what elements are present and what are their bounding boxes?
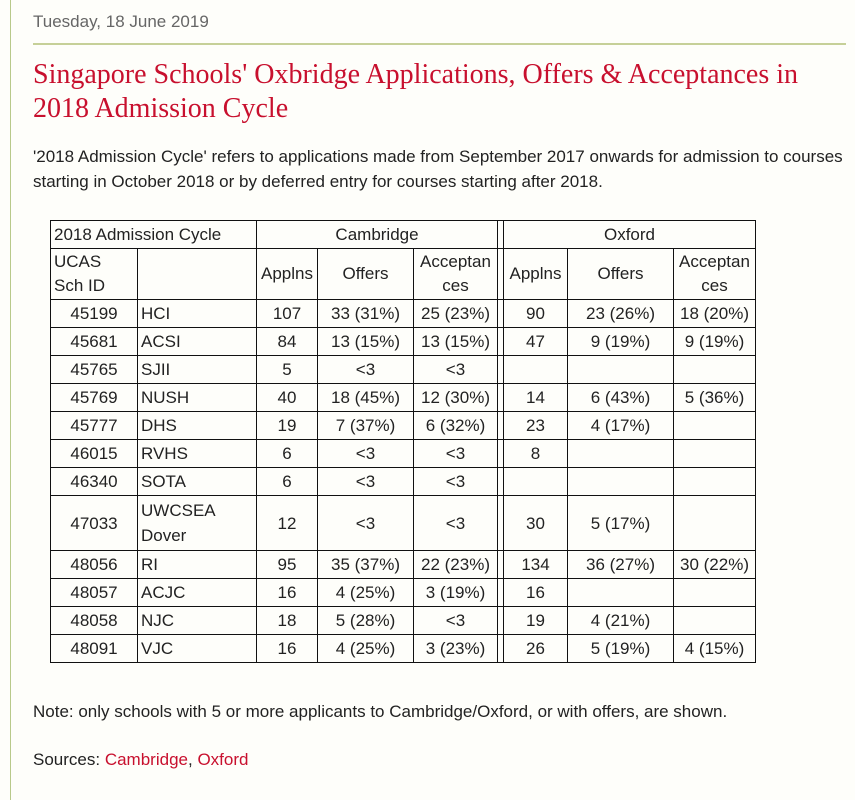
ox-applns: 90 [504,300,568,328]
cam-applns: 95 [257,551,318,579]
table-row [51,356,756,384]
ox-applns [504,468,568,496]
header-row-2 [51,249,756,300]
ox-accept-header [674,249,756,300]
ox-applns: 30 [504,496,568,551]
table-row [51,384,756,412]
school-header [138,249,257,300]
table-row [51,468,756,496]
ox-applns: 47 [504,328,568,356]
cam-accept: 3 (19%) [414,579,498,607]
school-name-line-2: Dover [141,526,187,545]
cam-applns: 84 [257,328,318,356]
cam-accept: <3 [414,468,498,496]
ox-applns: 26 [504,635,568,663]
admissions-table [50,220,756,663]
cam-accept-label-2: ces [442,276,469,295]
cam-applns: 5 [257,356,318,384]
ox-offers: 4 (21%) [568,607,674,635]
ox-applns: 14 [504,384,568,412]
school-name: HCI [138,300,257,328]
ox-accept [674,440,756,468]
school-name: RI [138,551,257,579]
cam-accept: <3 [414,607,498,635]
cam-applns: 19 [257,412,318,440]
school-name: VJC [138,635,257,663]
table-row [51,328,756,356]
ucas-id: 45681 [51,328,138,356]
cam-applns: 6 [257,440,318,468]
ox-accept [674,356,756,384]
ox-offers [568,440,674,468]
cam-offers: <3 [318,356,414,384]
cam-accept: 6 (32%) [414,412,498,440]
table-row [51,635,756,663]
cam-offers: 18 (45%) [318,384,414,412]
table-row [51,607,756,635]
school-name: SOTA [138,468,257,496]
cam-offers: <3 [318,468,414,496]
ox-offers-header: Offers [568,249,674,300]
table-row [51,579,756,607]
cam-offers: 4 (25%) [318,579,414,607]
cam-offers: 35 (37%) [318,551,414,579]
ox-accept [674,579,756,607]
cam-offers-header: Offers [318,249,414,300]
cam-offers: 5 (28%) [318,607,414,635]
oxford-source-link[interactable]: Oxford [197,750,249,769]
cam-offers: 33 (31%) [318,300,414,328]
cam-accept: <3 [414,440,498,468]
school-name: ACJC [138,579,257,607]
cam-applns: 16 [257,635,318,663]
ucas-id: 46015 [51,440,138,468]
table-row [51,412,756,440]
sch-id-label: Sch ID [54,276,106,295]
ox-offers [568,356,674,384]
ox-applns: 16 [504,579,568,607]
post-title[interactable]: Singapore Schools' Oxbridge Applications, Offers & Acceptances in 2018 Admission Cycle [33,59,799,124]
corner-header: 2018 Admission Cycle [51,221,257,249]
ox-accept: 4 (15%) [674,635,756,663]
school-name: ACSI [138,328,257,356]
ucas-id: 48058 [51,607,138,635]
ox-offers: 9 (19%) [568,328,674,356]
ucas-id: 46340 [51,468,138,496]
school-name [138,496,257,551]
cam-accept: <3 [414,496,498,551]
cam-accept: <3 [414,356,498,384]
cambridge-source-link[interactable]: Cambridge [104,750,188,769]
cam-offers: <3 [318,496,414,551]
ucas-header [51,249,138,300]
cam-accept: 3 (23%) [414,635,498,663]
school-name: SJII [138,356,257,384]
table-row [51,551,756,579]
cam-applns: 107 [257,300,318,328]
cam-applns: 16 [257,579,318,607]
cam-applns: 6 [257,468,318,496]
ox-accept [674,607,756,635]
table-row [51,300,756,328]
ucas-id: 47033 [51,496,138,551]
table-row [51,496,756,551]
cam-applns: 40 [257,384,318,412]
ox-offers: 5 (19%) [568,635,674,663]
ox-offers [568,468,674,496]
cam-accept: 13 (15%) [414,328,498,356]
ox-offers: 23 (26%) [568,300,674,328]
footnote: Note: only schools with 5 or more applicants to Cambridge/Oxford, or with offers, are shown. [33,702,728,721]
sources-separator: , [187,750,193,769]
cam-applns: 18 [257,607,318,635]
intro-paragraph: '2018 Admission Cycle' refers to applications made from September 2017 onwards for admission to courses starting in October 2018 or by deferred entry for courses starting after 2018. [33,147,843,191]
ox-offers: 36 (27%) [568,551,674,579]
ox-offers [568,579,674,607]
date-divider [33,43,846,45]
ox-offers: 4 (17%) [568,412,674,440]
ox-offers: 5 (17%) [568,496,674,551]
ucas-id: 48091 [51,635,138,663]
ox-applns: 134 [504,551,568,579]
cam-accept: 25 (23%) [414,300,498,328]
ox-applns: 23 [504,412,568,440]
ox-accept-label-2: ces [701,276,728,295]
ox-offers: 6 (43%) [568,384,674,412]
ox-accept [674,496,756,551]
cam-offers: <3 [318,440,414,468]
cam-offers: 4 (25%) [318,635,414,663]
ucas-id: 45199 [51,300,138,328]
sources-label: Sources: [33,750,101,769]
cam-accept-header [414,249,498,300]
sources-line [33,750,248,770]
ox-accept [674,412,756,440]
ox-accept-label-1: Acceptan [679,252,750,271]
cam-offers: 13 (15%) [318,328,414,356]
school-name: RVHS [138,440,257,468]
cam-accept-label-1: Acceptan [420,252,491,271]
ucas-id: 48056 [51,551,138,579]
cam-offers: 7 (37%) [318,412,414,440]
cam-applns: 12 [257,496,318,551]
school-name: DHS [138,412,257,440]
header-row-1 [51,221,756,249]
ox-accept: 9 (19%) [674,328,756,356]
table-row [51,440,756,468]
school-name-line-1: UWCSEA [141,501,216,520]
cambridge-header: Cambridge [257,221,498,249]
post-date: Tuesday, 18 June 2019 [33,12,209,31]
ox-accept: 30 (22%) [674,551,756,579]
ucas-id: 48057 [51,579,138,607]
school-name: NJC [138,607,257,635]
oxford-header: Oxford [504,221,756,249]
post-frame [10,0,855,800]
ox-accept: 5 (36%) [674,384,756,412]
ox-accept: 18 (20%) [674,300,756,328]
ox-applns-header: Applns [504,249,568,300]
cam-applns-header: Applns [257,249,318,300]
ox-applns [504,356,568,384]
cam-accept: 12 (30%) [414,384,498,412]
cam-accept: 22 (23%) [414,551,498,579]
ox-accept [674,468,756,496]
ox-applns: 19 [504,607,568,635]
ucas-id: 45765 [51,356,138,384]
ucas-id: 45777 [51,412,138,440]
ucas-label: UCAS [54,252,102,271]
ucas-id: 45769 [51,384,138,412]
school-name: NUSH [138,384,257,412]
ox-applns: 8 [504,440,568,468]
